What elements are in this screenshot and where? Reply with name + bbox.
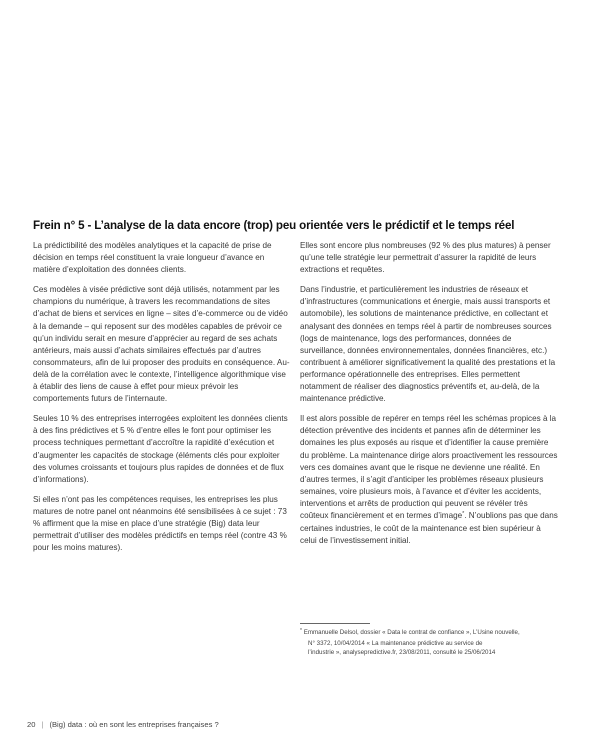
publication-title: (Big) data : où en sont les entreprises françaises ?	[49, 720, 219, 729]
left-column	[33, 240, 291, 562]
page-number: 20	[27, 720, 36, 729]
paragraph: Seules 10 % des entreprises interrogées exploitent les données clients à des fins prédictives et 5 % d’entre elles le font pour optimiser les process techniques permettant d’accroître la rapidité d’exécution et d’augmenter les capacités de stockage (éléments clés pour exploiter des volumes croissants et toujours plus rapides de données et de flux d’informations).	[33, 414, 288, 484]
paragraph-text: Il est alors possible de repérer en temps réel les schémas propices à la détection préventive des incidents et pannes afin de déterminer les domaines les plus exposés au risque et d’identifier la cause première du problème. La maintenance dirige alors proactivement les ressources vers ces domaines avant que le risque ne devienne une réalité. En d’autres termes, il s’agit d’anticiper les problèmes réseaux plusieurs semaines, voire plusieurs mois, à l’avance et d’éviter les accidents, interventions et arrêts de production qui peuvent se révéler très coûteux financièrement et en termes d’image	[300, 414, 558, 520]
footnote-reference: *	[462, 510, 465, 517]
footnote-mark: *	[300, 628, 302, 634]
paragraph-text: . N’oublions pas que dans certaines industries, le coût de la maintenance est bien supérieur à celui de l’investissement initial.	[300, 510, 558, 546]
page-footer	[27, 720, 219, 729]
paragraph: Dans l’industrie, et particulièrement les industries de réseaux et d’infrastructures (communications et énergie, mais aussi transports et automobile), les solutions de maintenance prédictive, en collectant et analysant des données en temps réel à partir de nombreuses sources (logs de maintenance, logs des performances, données de surveillance, données environnementales, données financières, etc.) contribuent à améliorer significativement la qualité des prestations et la performance opérationnelle des entreprises. Elles permettent notamment de réaliser des diagnostics préventifs et, au-delà, de la maintenance prédictive.	[300, 285, 556, 404]
right-column	[300, 240, 558, 555]
footnote-line: N° 3372, 10/04/2014 « La maintenance prédictive au service de	[308, 639, 483, 647]
paragraph: Si elles n’ont pas les compétences requises, les entreprises les plus matures de notre panel ont néanmoins été sensibilisées à ce sujet : 73 % affirment que la mise en place d’une stratégie (Big) data leur permettrait d’utiliser des modèles prédictifs en temps réel (contre 43 % pour les moins matures).	[33, 494, 287, 553]
paragraph-with-footnote	[300, 413, 558, 547]
footnote	[300, 628, 558, 658]
paragraph: Ces modèles à visée prédictive sont déjà utilisés, notamment par les champions du numérique, à travers les recommandations de sites d’achat de biens et services en ligne – sites d’e-commerce ou de vidéo à la demande – qui reposent sur des modèles capables de prévoir ce qu’un individu serait en mesure d’apprécier au regard de ses achats antérieurs, mais aussi d’achats similaires effectués par d’autres consommateurs, afin de lui proposer des produits en conséquence. Au-delà de la corrélation avec le contexte, l’intelligence algorithmique vise à établir des liens de cause à effet pour mieux prévoir les comportements futurs de l’internaute.	[33, 285, 290, 404]
paragraph: Elles sont encore plus nombreuses (92 % des plus matures) à penser qu’une telle stratégie leur permettrait d’assurer la rapidité de leurs extractions et requêtes.	[300, 241, 551, 275]
footnote-text: Emmanuelle Delsol, dossier « Data le contrat de confiance », L’Usine nouvelle,	[303, 629, 520, 636]
footnote-line	[300, 628, 558, 639]
footnote-line: l’industrie », analysepredictive.fr, 23/08/2011, consulté le 25/06/2014	[308, 649, 496, 656]
footnote-divider	[300, 623, 370, 624]
footer-separator: |	[41, 720, 44, 729]
section-heading: Frein n° 5 - L’analyse de la data encore (trop) peu orientée vers le prédictif et le temps réel	[33, 219, 515, 232]
paragraph: La prédictibilité des modèles analytiques et la capacité de prise de décision en temps réel constituent la vraie longueur d’avance en matière d’exploitation des données clients.	[33, 241, 272, 275]
